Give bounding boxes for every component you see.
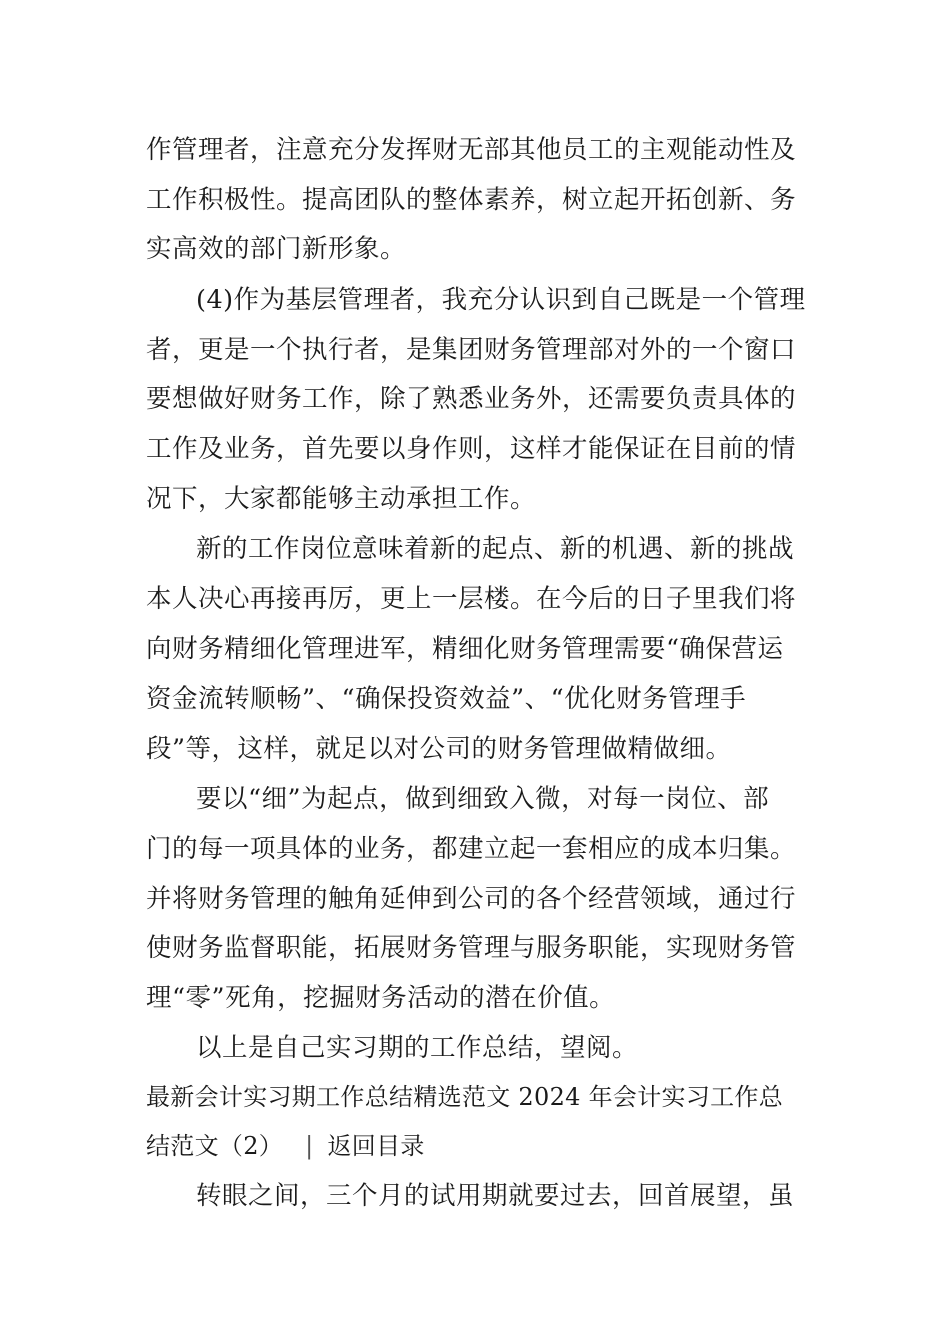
paragraph-4-line-1: 要以“细”为起点，做到细致入微，对每一岗位、部 — [196, 784, 770, 814]
paragraph-1-line-1: 作管理者，注意充分发挥财无部其他员工的主观能动性及 — [146, 135, 797, 165]
paragraph-2-line-5: 况下，大家都能够主动承担工作。 — [146, 484, 537, 514]
back-to-toc-link[interactable]: 返回目录 — [327, 1132, 425, 1160]
section-heading-line-2 — [146, 1131, 806, 1161]
paragraph-1-line-2: 工作积极性。提高团队的整体素养，树立起开拓创新、务 — [146, 185, 797, 215]
section-heading-title: 结范文（2） — [146, 1132, 284, 1160]
paragraph-2-line-1: (4)作为基层管理者，我充分认识到自己既是一个管理 — [196, 285, 806, 315]
paragraph-4-line-3: 并将财务管理的触角延伸到公司的各个经营领域，通过行 — [146, 884, 797, 914]
paragraph-1-line-3: 实高效的部门新形象。 — [146, 234, 407, 264]
paragraph-2-line-4: 工作及业务，首先要以身作则，这样才能保证在目前的情 — [146, 434, 797, 464]
paragraph-4-line-5: 理“零”死角，挖掘财务活动的潜在价值。 — [146, 983, 616, 1013]
paragraph-3-line-4: 资金流转顺畅”、“确保投资效益”、“优化财务管理手 — [146, 684, 747, 714]
paragraph-4-line-4: 使财务监督职能，拓展财务管理与服务职能，实现财务管 — [146, 933, 797, 963]
paragraph-2-line-2: 者，更是一个执行者，是集团财务管理部对外的一个窗口 — [146, 335, 797, 365]
paragraph-3-line-2: 本人决心再接再厉，更上一层楼。在今后的日子里我们将 — [146, 584, 797, 614]
paragraph-5-line-1: 以上是自己实习期的工作总结，望阅。 — [196, 1033, 639, 1063]
paragraph-4-line-2: 门的每一项具体的业务，都建立起一套相应的成本归集。 — [146, 834, 797, 864]
section-heading-line-1: 最新会计实习期工作总结精选范文 2024 年会计实习工作总 — [146, 1083, 784, 1111]
paragraph-3-line-3: 向财务精细化管理进军，精细化财务管理需要“确保营运 — [146, 634, 784, 664]
paragraph-6-line-1: 转眼之间，三个月的试用期就要过去，回首展望，虽 — [196, 1181, 795, 1211]
paragraph-3-line-1: 新的工作岗位意味着新的起点、新的机遇、新的挑战 — [196, 534, 795, 564]
paragraph-3-line-5: 段”等，这样，就足以对公司的财务管理做精做细。 — [146, 734, 732, 764]
heading-separator: | — [305, 1132, 314, 1160]
paragraph-2-line-3: 要想做好财务工作，除了熟悉业务外，还需要负责具体的 — [146, 384, 797, 414]
